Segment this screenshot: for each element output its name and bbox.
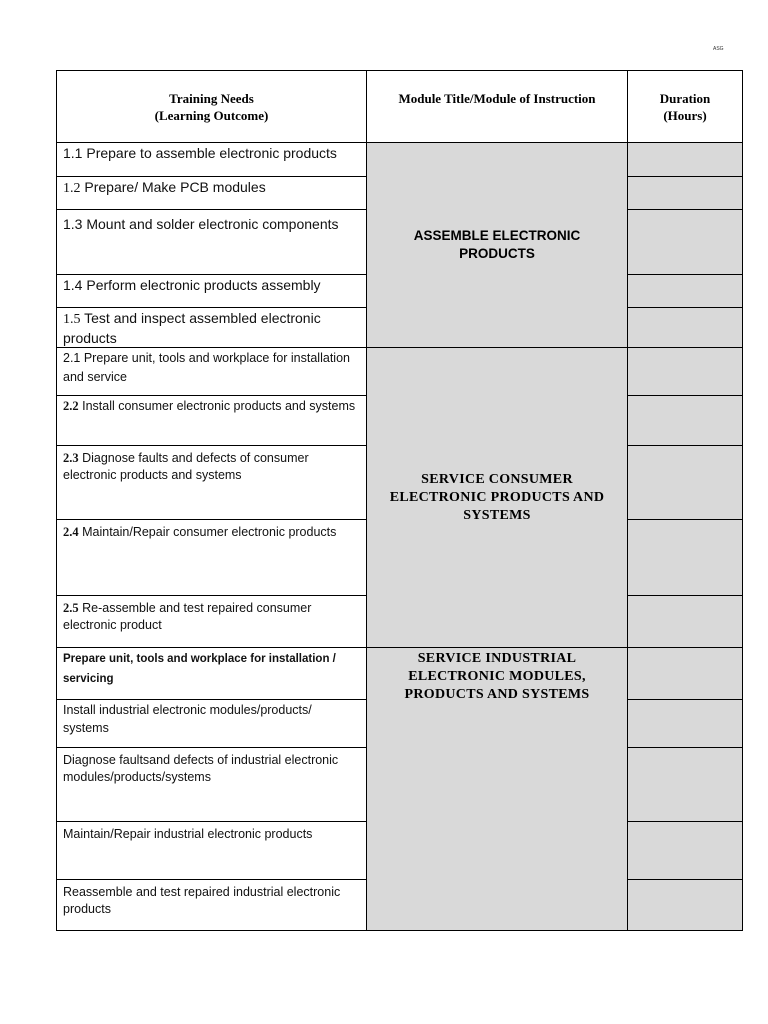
duration-cell[interactable] [628,596,743,648]
duration-cell[interactable] [628,700,743,748]
duration-cell[interactable] [628,275,743,308]
training-need: Maintain/Repair industrial electronic products [57,822,367,880]
header-duration: Duration (Hours) [628,71,743,143]
duration-cell[interactable] [628,308,743,348]
training-need: 2.1 Prepare unit, tools and workplace for installation and service [57,348,367,396]
training-need: Diagnose faultsand defects of industrial electronic modules/products/systems [57,748,367,822]
duration-cell[interactable] [628,748,743,822]
duration-cell[interactable] [628,396,743,446]
duration-cell[interactable] [628,210,743,275]
header-module-title: Module Title/Module of Instruction [367,71,628,143]
module-title-cell: SERVICE INDUSTRIAL ELECTRONIC MODULES, PRODUCTS AND SYSTEMS [367,648,628,931]
duration-cell[interactable] [628,822,743,880]
duration-cell[interactable] [628,520,743,596]
duration-cell[interactable] [628,348,743,396]
duration-cell[interactable] [628,143,743,177]
training-need: 2.5 Re-assemble and test repaired consumer electronic product [57,596,367,648]
training-need: Prepare unit, tools and workplace for installation / servicing [57,648,367,700]
training-need: 2.2 Install consumer electronic products and systems [57,396,367,446]
table-row [57,348,743,396]
module-title-cell: SERVICE CONSUMER ELECTRONIC PRODUCTS AND SYSTEMS [367,348,628,648]
corner-mark: ASG [713,46,724,52]
training-table [56,70,743,931]
training-need: 1.1 Prepare to assemble electronic products [57,143,367,177]
table-row [57,648,743,700]
training-need: 1.3 Mount and solder electronic components [57,210,367,275]
training-need: 2.3 Diagnose faults and defects of consumer electronic products and systems [57,446,367,520]
training-need: Reassemble and test repaired industrial electronic products [57,880,367,931]
duration-cell[interactable] [628,648,743,700]
duration-cell[interactable] [628,446,743,520]
table-row [57,143,743,177]
training-need: Install industrial electronic modules/products/ systems [57,700,367,748]
training-need: 2.4 Maintain/Repair consumer electronic products [57,520,367,596]
training-need: 1.5 Test and inspect assembled electronic products [57,308,367,348]
training-need: 1.2 Prepare/ Make PCB modules [57,177,367,210]
header-row [57,71,743,143]
duration-cell[interactable] [628,177,743,210]
duration-cell[interactable] [628,880,743,931]
training-need: 1.4 Perform electronic products assembly [57,275,367,308]
module-title-cell: ASSEMBLE ELECTRONIC PRODUCTS [367,143,628,348]
header-training-needs: Training Needs (Learning Outcome) [57,71,367,143]
